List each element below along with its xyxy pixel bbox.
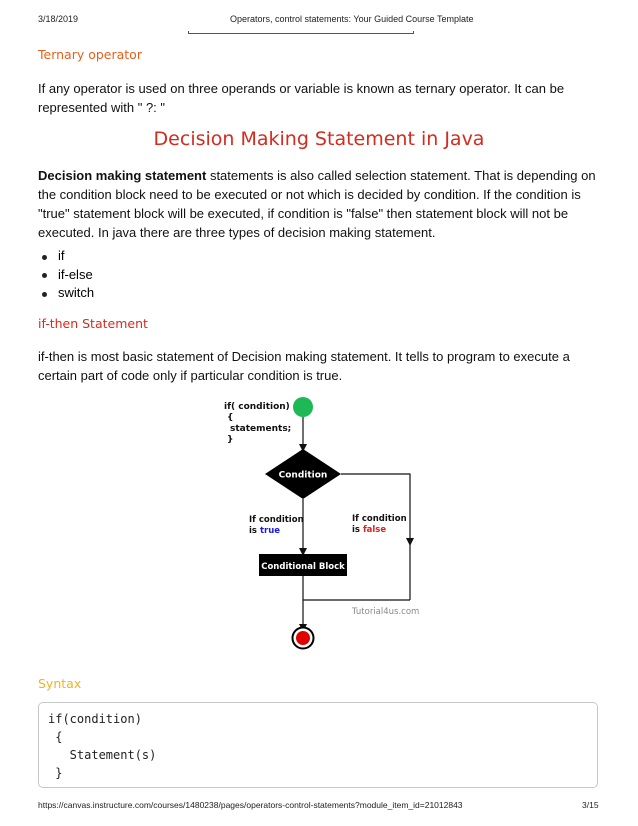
header-rule [188, 31, 414, 34]
false-label-line2: is false [352, 525, 387, 535]
syntax-heading: Syntax [38, 676, 82, 691]
diagram-code-line3: statements; [230, 424, 292, 434]
list-item: switch [38, 284, 94, 303]
decision-label: Condition [278, 470, 328, 481]
code-line: Statement(s) [48, 748, 157, 762]
list-item: if-else [38, 266, 94, 285]
conditional-block-label: Conditional Block [261, 562, 345, 572]
code-line: } [48, 766, 63, 780]
diagram-watermark: Tutorial4us.com [352, 607, 420, 617]
page-header-title: Operators, control statements: Your Guided Course Template [230, 14, 474, 24]
decision-bold-lead: Decision making statement [38, 168, 207, 183]
if-then-heading: if-then Statement [38, 316, 148, 331]
decision-types-list [38, 247, 94, 303]
end-node-core [296, 631, 310, 645]
true-label-line2: is true [249, 526, 281, 536]
decision-text: statements is also called selection statement. That is depending on the condition block need to be executed or not which is decided by condition. If the condition is "true" statement block will be executed, if condition is "false" then statement block will not be executed. In java there are three types of decision making statement. [38, 168, 596, 240]
ternary-paragraph: If any operator is used on three operands or variable is known as ternary operator. It can be represented with " ?: " [38, 81, 565, 115]
code-line: if(condition) [48, 712, 142, 726]
syntax-code [48, 710, 156, 782]
if-then-flowchart [200, 392, 440, 654]
true-label-line1: If condition [249, 515, 304, 525]
start-node [293, 397, 313, 417]
decision-paragraph [38, 166, 598, 242]
diagram-code-line2: { [227, 413, 234, 423]
false-word: false [362, 525, 387, 535]
diagram-code-line1: if( condition) [224, 402, 290, 412]
page-number: 3/15 [582, 800, 599, 810]
syntax-code-block [38, 702, 598, 788]
decision-heading: Decision Making Statement in Java [153, 128, 485, 150]
ternary-heading: Ternary operator [38, 47, 142, 62]
false-label-line1: If condition [352, 514, 407, 524]
footer-url: https://canvas.instructure.com/courses/1480238/pages/operators-control-statements?module_item_id=21012843 [38, 800, 463, 810]
code-line: { [48, 730, 63, 744]
diagram-code-line4: } [227, 435, 234, 445]
true-word: true [259, 526, 281, 536]
list-item: if [38, 247, 94, 266]
print-date: 3/18/2019 [38, 14, 79, 24]
if-then-paragraph: if-then is most basic statement of Decision making statement. It tells to program to execute a certain part of code only if particular condition is true. [38, 349, 570, 383]
